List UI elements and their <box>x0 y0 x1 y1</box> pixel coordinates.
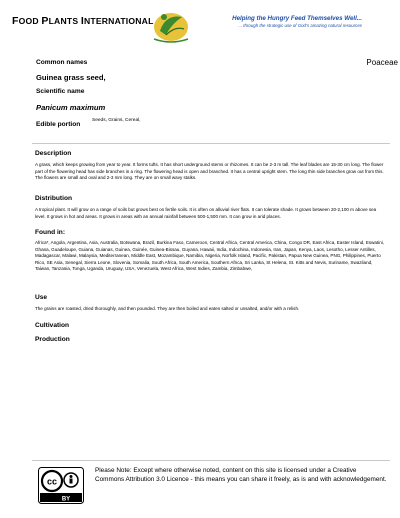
production-title: Production <box>35 336 70 343</box>
found-in-text: Africa*, Angola, Argentina, Asia, Australia, Botswana, Brazil, Burkina Faso, Cameroon, Central Africa, Central America, China, Congo DR, East Africa, Easter Island, Eswatini, Ghana, Guadeloupe, Guiana, Guianas, Guinea, Guinée, Guinea-Bissau, Guyana, Hawaii, India, Indochina, Indonesia, Iran, Japan, Kenya, Laos, Lesotho, Lesser Antilles, Madagascar, Malawi, Malaysia, Mediterranean, Middle East, Mozambique, Namibia, Nigeria, Norfolk Island, Pacific, Pakistan, Papua New Guinea, PNG, Philippines, Puerto Rico, SE Asia, Senegal, Sierra Leone, Slovenia, Somalia, South Africa, South America, Southern Africa, Sri Lanka, St Helena, St. Kitts and Nevis, Suriname, Swaziland, Taiwan, Tanzania, Tonga, Uganda, Uruguay, USA, Venezuela, West Africa, West Indies, Zambia, Zimbabwe, <box>35 240 385 272</box>
food-plants-logo <box>150 5 192 45</box>
description-title: Description <box>35 150 72 157</box>
common-name: Guinea grass seed, <box>36 73 106 82</box>
family-name: Poaceae <box>366 58 398 67</box>
scientific-name-label: Scientific name <box>36 88 85 95</box>
cultivation-title: Cultivation <box>35 322 70 329</box>
tagline <box>232 15 362 28</box>
distribution-title: Distribution <box>35 195 72 202</box>
license-notice: Please Note: Except where otherwise noted, content on this site is licensed under a Creative Commons Attribution 3.0 Licence - this means you can share it freely, as is and with acknowledgement. <box>95 467 387 483</box>
by-text: BY <box>61 496 71 503</box>
footer-divider <box>32 460 390 461</box>
creative-commons-badge[interactable] <box>38 467 84 504</box>
found-in-title: Found in: <box>35 229 66 236</box>
cc-text: cc <box>46 476 58 487</box>
edible-portion-label: Edible portion <box>36 121 81 128</box>
distribution-text: A tropical plant. It will grow on a range of soils but grows best on fertile soils. It is often on alluvial river flats. It can tolerate shade. It grows between 20-2,100 m above sea level. It grows in hot and areas. It grows in areas with an annual rainfall between 500-1,500 mm. It can grow in arid places. <box>35 207 377 219</box>
tagline-sub: ... through the strategic use of God's amazing natural resources <box>238 23 362 28</box>
site-title: FOOD PLANTS INTERNATIONAL <box>12 15 154 27</box>
scientific-name: Panicum maximum <box>36 103 106 112</box>
use-text: The grains are roasted, dried thoroughly, and then pounded. They are then boiled and eaten salted or unsalted, and/or with a relish. <box>35 306 300 311</box>
common-names-label: Common names <box>36 59 88 66</box>
tagline-main: Helping the Hungry Feed Themselves Well... <box>232 15 362 22</box>
divider <box>32 143 390 144</box>
use-title: Use <box>35 294 48 301</box>
edible-portion-value: Seeds, Grains, Cereal, <box>92 118 141 123</box>
description-text: A grass, which keeps growing from year to year. It forms tufts. It has short underground stems or rhizomes. It can be 2-3 m tall. The leaf blades are 15-30 cm long. The flower part of the flowering head has side branches in a ring. The flowering head is open and branched. It has a central upright stem. The long thin side branches grow out from this. The flowers are small and oval and 2-3 mm long. They are on small wavy stalks. <box>35 162 384 181</box>
